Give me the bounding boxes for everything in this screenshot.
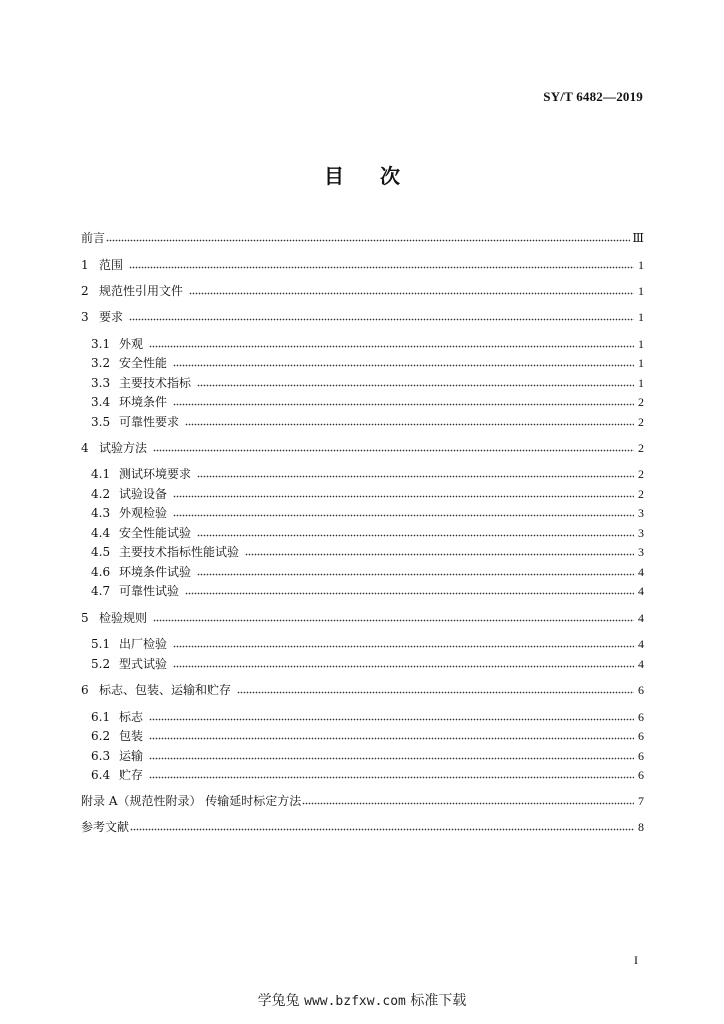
toc-entry-number: 3.2: [91, 356, 111, 370]
dot-leader: [197, 464, 634, 484]
toc-entry-label: 主要技术指标: [119, 376, 192, 390]
toc-entry[interactable]: [81, 281, 644, 301]
toc-entry-label: 检验规则: [99, 611, 148, 625]
toc-entry-label: 环境条件: [119, 395, 168, 409]
toc-entry-page: 2: [638, 487, 644, 501]
toc-entry[interactable]: [81, 438, 644, 458]
toc-entry[interactable]: [91, 334, 644, 354]
toc-entry-number: 5.2: [91, 657, 111, 671]
toc-entry-page: 4: [638, 637, 644, 651]
dot-leader: [149, 726, 634, 746]
watermark-prefix: 学兔兔: [257, 993, 305, 1009]
standard-code: SY/T 6482—2019: [543, 89, 643, 104]
toc-entry-page: Ⅲ: [632, 231, 644, 245]
toc-entry[interactable]: [81, 817, 644, 837]
toc-entry[interactable]: [91, 726, 644, 746]
watermark-suffix: 标准下载: [405, 993, 467, 1009]
toc-entry-number: 4.5: [91, 545, 111, 559]
toc-entry[interactable]: [91, 765, 644, 785]
dot-leader: [197, 523, 634, 543]
toc-entry-label: 前言: [81, 231, 106, 245]
dot-leader: [173, 484, 634, 504]
toc-entry-label: 可靠性试验: [119, 584, 180, 598]
dot-leader: [197, 562, 634, 582]
toc-entry-number: 4.4: [91, 526, 111, 540]
toc-entry-label: 出厂检验: [119, 637, 168, 651]
toc-entry[interactable]: [91, 581, 644, 601]
toc-entry-number: 6: [81, 683, 89, 697]
dot-leader: [130, 817, 634, 837]
toc-entry-number: 5.1: [91, 637, 111, 651]
toc-entry[interactable]: [91, 392, 644, 412]
toc-entry-label: 标志、包装、运输和贮存: [99, 683, 232, 697]
toc-entry[interactable]: [91, 523, 644, 543]
dot-leader: [173, 634, 634, 654]
dot-leader: [106, 228, 630, 248]
toc-entry-number: 6.4: [91, 768, 111, 782]
toc-entry-page: 1: [638, 356, 644, 370]
toc-entry-page: 1: [638, 376, 644, 390]
toc-entry-page: 4: [638, 657, 644, 671]
toc-entry-label: 标志: [119, 710, 144, 724]
toc-entry-number: 6.2: [91, 729, 111, 743]
dot-leader: [302, 791, 634, 811]
toc-entry[interactable]: [81, 307, 644, 327]
dot-leader: [129, 307, 634, 327]
toc-entry-page: 1: [638, 284, 644, 298]
dot-leader: [149, 707, 634, 727]
toc-entry-label: 范围: [99, 258, 124, 272]
toc-entry-page: 6: [638, 729, 644, 743]
toc-entry-number: 5: [81, 611, 89, 625]
dot-leader: [185, 412, 634, 432]
dot-leader: [129, 255, 634, 275]
toc-entry-page: 6: [638, 710, 644, 724]
toc-entry[interactable]: [81, 791, 644, 811]
dot-leader: [149, 746, 634, 766]
toc-entry-number: 3: [81, 310, 89, 324]
toc-entry-page: 1: [638, 258, 644, 272]
dot-leader: [153, 608, 634, 628]
toc-entry-page: 4: [638, 584, 644, 598]
dot-leader: [153, 438, 634, 458]
toc-entry-label: 包装: [119, 729, 144, 743]
dot-leader: [185, 581, 634, 601]
toc-entry-label: 贮存: [119, 768, 144, 782]
toc-entry[interactable]: [91, 654, 644, 674]
toc-entry-number: 2: [81, 284, 89, 298]
toc-entry-label: 试验设备: [119, 487, 168, 501]
toc-entry-number: 4.2: [91, 487, 111, 501]
toc-entry-page: 2: [638, 441, 644, 455]
toc-entry-page: 1: [638, 337, 644, 351]
toc-entry-number: 6.1: [91, 710, 111, 724]
toc-entry[interactable]: [91, 373, 644, 393]
toc-entry[interactable]: [91, 353, 644, 373]
toc-entry-page: 1: [638, 310, 644, 324]
toc-entry-page: 8: [638, 820, 644, 834]
page-number: I: [634, 953, 638, 967]
toc-entry-page: 2: [638, 395, 644, 409]
toc-entry-page: 7: [638, 794, 644, 808]
toc-entry-number: 6.3: [91, 749, 111, 763]
toc-entry-number: 3.3: [91, 376, 111, 390]
toc-entry-label: 外观检验: [119, 506, 168, 520]
dot-leader: [189, 281, 634, 301]
toc-entry-number: 3.4: [91, 395, 111, 409]
dot-leader: [149, 765, 634, 785]
toc-entry-label: 要求: [99, 310, 124, 324]
toc-entry[interactable]: [81, 255, 644, 275]
toc-entry-page: 6: [638, 749, 644, 763]
toc-entry[interactable]: [91, 542, 644, 562]
toc-entry-label: 试验方法: [99, 441, 148, 455]
page-title: 目次: [324, 164, 436, 188]
toc-entry-page: 3: [638, 506, 644, 520]
dot-leader: [149, 334, 634, 354]
dot-leader: [173, 654, 634, 674]
toc-entry[interactable]: [91, 634, 644, 654]
toc-entry-label: 测试环境要求: [119, 467, 192, 481]
toc-entry[interactable]: [91, 562, 644, 582]
toc-entry-number: 4.1: [91, 467, 111, 481]
toc-entry[interactable]: [81, 608, 644, 628]
dot-leader: [197, 373, 634, 393]
toc-entry-number: 3.5: [91, 415, 111, 429]
toc-entry-label: 环境条件试验: [119, 565, 192, 579]
toc-entry[interactable]: [91, 412, 644, 432]
toc-entry-number: 4.3: [91, 506, 111, 520]
dot-leader: [173, 503, 634, 523]
toc-entry-number: 4.6: [91, 565, 111, 579]
toc-entry-label: 安全性能: [119, 356, 168, 370]
toc-entry-page: 4: [638, 565, 644, 579]
toc-entry-page: 4: [638, 611, 644, 625]
dot-leader: [173, 392, 634, 412]
toc-entry-number: 1: [81, 258, 89, 272]
toc-entry[interactable]: [81, 228, 644, 248]
toc-entry[interactable]: [91, 464, 644, 484]
toc-entry-page: 3: [638, 545, 644, 559]
toc-entry-number: 3.1: [91, 337, 111, 351]
toc-entry[interactable]: [91, 503, 644, 523]
dot-leader: [173, 353, 634, 373]
toc-entry-label: 安全性能试验: [119, 526, 192, 540]
toc-entry-label: 型式试验: [119, 657, 168, 671]
dot-leader: [245, 542, 634, 562]
watermark-url[interactable]: www.bzfxw.com: [304, 994, 406, 1009]
watermark: [0, 990, 724, 1010]
toc-entry-page: 6: [638, 768, 644, 782]
toc-entry[interactable]: [91, 707, 644, 727]
toc-entry-page: 2: [638, 415, 644, 429]
toc-entry[interactable]: [91, 746, 644, 766]
toc-entry-label: 规范性引用文件: [99, 284, 184, 298]
toc-entry-page: 6: [638, 683, 644, 697]
toc-entry-number: 4: [81, 441, 89, 455]
toc-entry-label: 运输: [119, 749, 144, 763]
toc-entry-label: 附录 A（规范性附录） 传输延时标定方法: [81, 794, 302, 808]
toc-entry[interactable]: [91, 484, 644, 504]
toc-entry-number: 4.7: [91, 584, 111, 598]
toc-entry-label: 外观: [119, 337, 144, 351]
toc-entry-page: 3: [638, 526, 644, 540]
toc-entry-label: 参考文献: [81, 820, 130, 834]
toc-entry-page: 2: [638, 467, 644, 481]
toc-entry[interactable]: [81, 680, 644, 700]
dot-leader: [237, 680, 634, 700]
toc-entry-label: 主要技术指标性能试验: [119, 545, 240, 559]
toc-entry-label: 可靠性要求: [119, 415, 180, 429]
